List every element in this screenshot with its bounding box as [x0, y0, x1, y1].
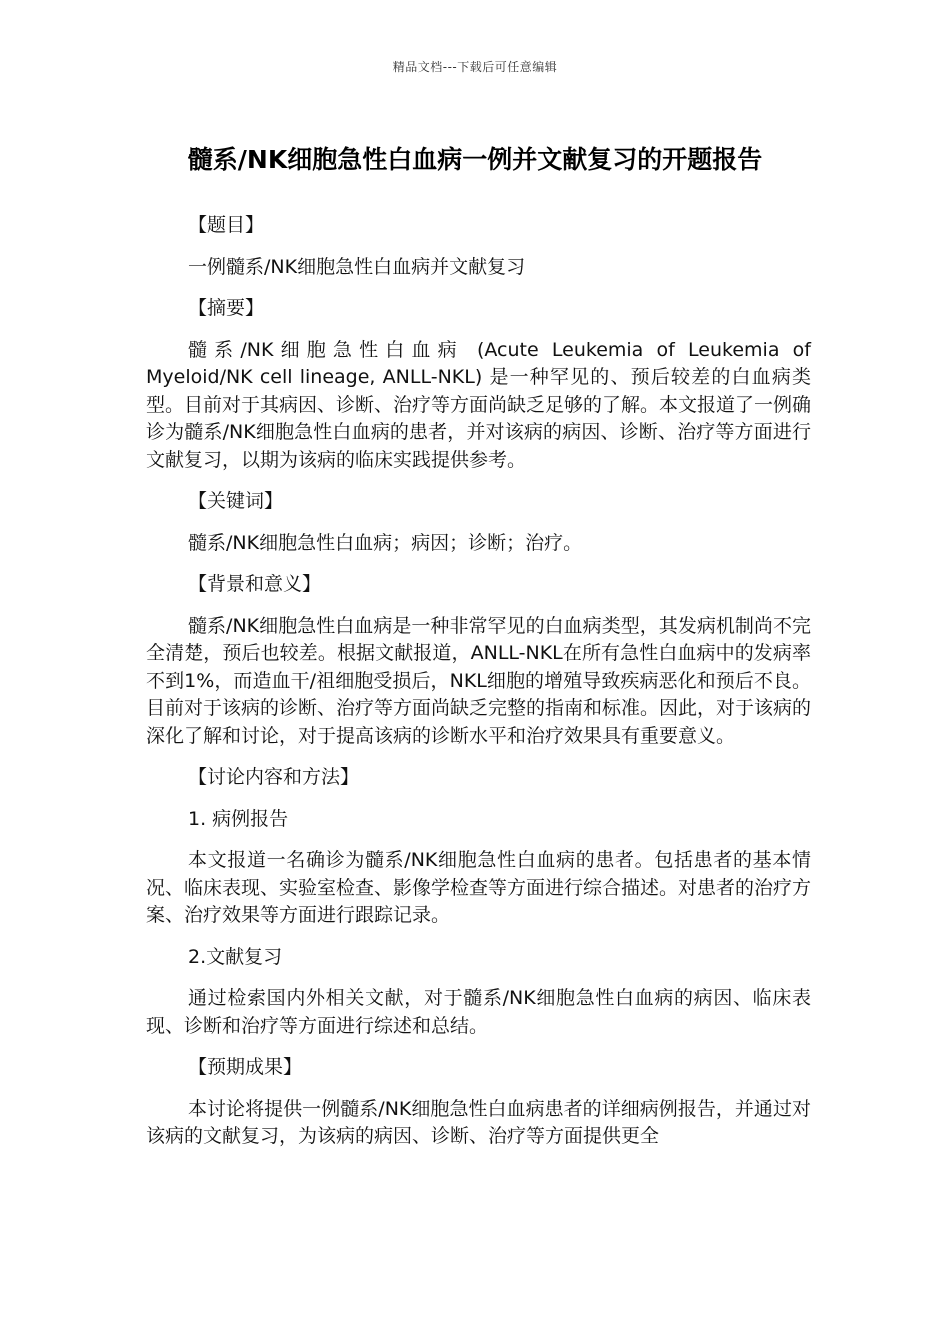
header-note: 精品文档---下载后可任意编辑	[392, 60, 558, 74]
case-heading: 1. 病例报告	[188, 807, 289, 830]
discussion-heading: 【讨论内容和方法】	[188, 766, 360, 788]
results-heading: 【预期成果】	[188, 1056, 303, 1078]
topic-heading: 【题目】	[188, 214, 265, 236]
background-text: 髓系/NK细胞急性白血病是一种非常罕见的白血病类型，其发病机制尚不完全清楚，预后也较差。根据文献报道，ANLL-NKL在所有急性白血病中的发病率不到1%，而造血干/祖细胞受损后，NKL细胞的增殖导致疾病恶化和预后不良。目前对于该病的诊断、治疗等方面尚缺乏完整的指南和标准。因此，对于该病的深化了解和讨论，对于提高该病的诊断水平和治疗效果具有重要意义。	[146, 614, 812, 747]
document-title: 髓系/NK细胞急性白血病一例并文献复习的开题报告	[187, 145, 763, 174]
document-body	[146, 212, 811, 1165]
abstract-text: 髓系/NK细胞急性白血病 (Acute Leukemia of Leukemia of Myeloid/NK cell lineage, ANLL-NKL) 是一种罕见的、预后较差的白血病类型。目前对于其病因、诊断、治疗等方面尚缺乏足够的了解。本文报道了一例确诊为髓系/NK细胞急性白血病的患者，并对该病的病因、诊断、治疗等方面进行文献复习，以期为该病的临床实践提供参考。	[146, 338, 812, 471]
keywords-text: 髓系/NK细胞急性白血病；病因；诊断；治疗。	[188, 531, 583, 554]
topic-text: 一例髓系/NK细胞急性白血病并文献复习	[188, 255, 526, 278]
review-heading: 2.文献复习	[188, 945, 283, 968]
results-text: 本讨论将提供一例髓系/NK细胞急性白血病患者的详细病例报告，并通过对该病的文献复习，为该病的病因、诊断、治疗等方面提供更全	[146, 1097, 811, 1147]
background-heading: 【背景和意义】	[188, 573, 322, 595]
keywords-heading: 【关键词】	[188, 490, 284, 512]
case-text: 本文报道一名确诊为髓系/NK细胞急性白血病的患者。包括患者的基本情况、临床表现、实验室检查、影像学检查等方面进行综合描述。对患者的治疗方案、治疗效果等方面进行跟踪记录。	[146, 849, 812, 926]
review-text: 通过检索国内外相关文献，对于髓系/NK细胞急性白血病的病因、临床表现、诊断和治疗等方面进行综述和总结。	[146, 987, 811, 1037]
abstract-heading: 【摘要】	[188, 297, 265, 319]
